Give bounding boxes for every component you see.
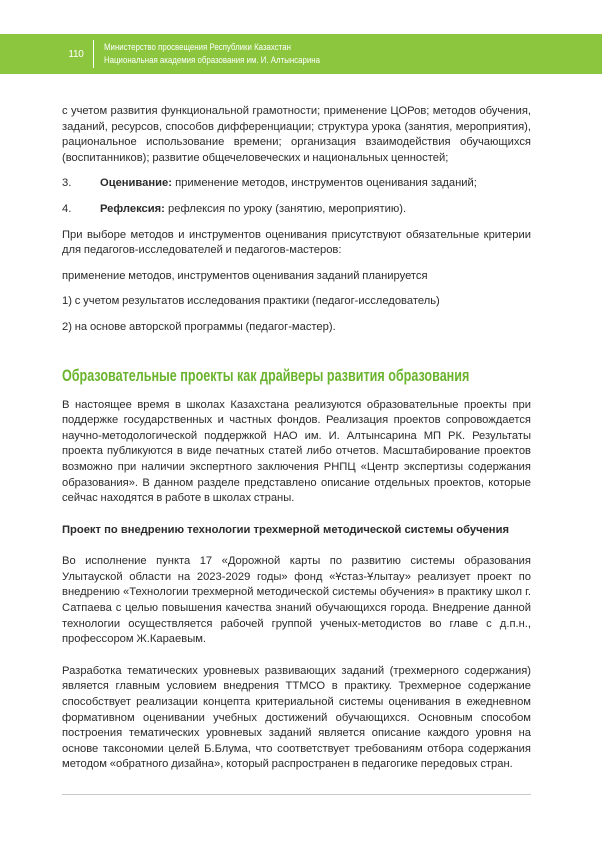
footer-rule [62,794,531,795]
paragraph-project-2: Разработка тематических уровневых развивающих заданий (трехмерного содержания) является главным условием внедрения ТТМСО в практику. Трехмерное содержание способствует реализации концепта критериальной системы оценивания в ежедневном формативном оценивании учебных достижений обучающихся. Основным способом построения тематических уровневых заданий является описание каждого уровня на основе таксономии целей Б.Блума, что соответствует требованиям отбора содержания методом «обратного дизайна», который распространен в педагогике передовых стран. [62,664,531,771]
paragraph-criteria: При выборе методов и инструментов оценивания присутствуют обязательные критерии для педагогов-исследователей и педагогов-мастеров: [62,228,531,257]
header-academy: Национальная академия образования им. И. Алтынсарина [104,55,321,66]
list-label: Рефлексия: [100,202,165,215]
paragraph-application: применение методов, инструментов оценивания заданий планируется [62,269,428,282]
list-item-assessment [62,176,531,192]
list-number: 3. [62,177,72,190]
paragraph-section: В настоящее время в школах Казахстана реализуются образовательные проекты при поддержке государственных и частных фондов. Реализация проектов сопровождается научно-методологической поддержкой НАО им. И. Алтынсарина МП РК. Результаты проекта публикуются в виде печатных статей либо отчетов. Масштабирование проектов возможно при наличии экспертного заключения РНПЦ «Центр экспертизы содержания образования». В данном разделе представлено описание отдельных проектов, которые сейчас находятся в работе в школах страны. [62,398,531,505]
page-number: 110 [68,48,84,60]
page-header [0,34,602,74]
paragraph-intro: с учетом развития функциональной грамотности; применение ЦОРов; методов обучения, заданий, ресурсов, способов дифференциации; структура урока (занятия, мероприятия), рациональное использование времени; организация взаимодействия обучающихся (воспитанников); развитие общечеловеческих и национальных ценностей; [62,105,531,164]
list-item-reflection [62,202,531,218]
list-text: рефлексия по уроку (занятию, мероприятию). [164,202,407,215]
list-text: применение методов, инструментов оценивания заданий; [171,177,477,190]
section-heading: Образовательные проекты как драйверы развития образования [62,365,470,385]
header-ministry: Министерство просвещения Республики Казахстан [104,42,291,53]
header-divider [93,40,94,68]
paragraph-project-1: Во исполнение пункта 17 «Дорожной карты по развитию системы образования Улытауской области на 2023-2029 годы» фонд «Ұстаз-Ұлытау» реализует проект по внедрению «Технологии трехмерной методической системы обучения» в практику школ г. Сатпаева с целью повышения качества знаний обучающихся города. Внедрение данной технологии осуществляется рабочей группой ученых-методистов во главе с д.п.н., профессором Ж.Караевым. [62,555,531,646]
list-label: Оценивание: [100,177,172,190]
list-number: 4. [62,202,72,215]
paragraph-option-2: 2) на основе авторской программы (педагог-мастер). [62,320,336,333]
header-institution [104,41,320,67]
project-heading: Проект по внедрению технологии трехмерной методической системы обучения [62,523,509,536]
paragraph-option-1: 1) с учетом результатов исследования практики (педагог-исследователь) [62,295,440,308]
page-content [62,104,531,773]
